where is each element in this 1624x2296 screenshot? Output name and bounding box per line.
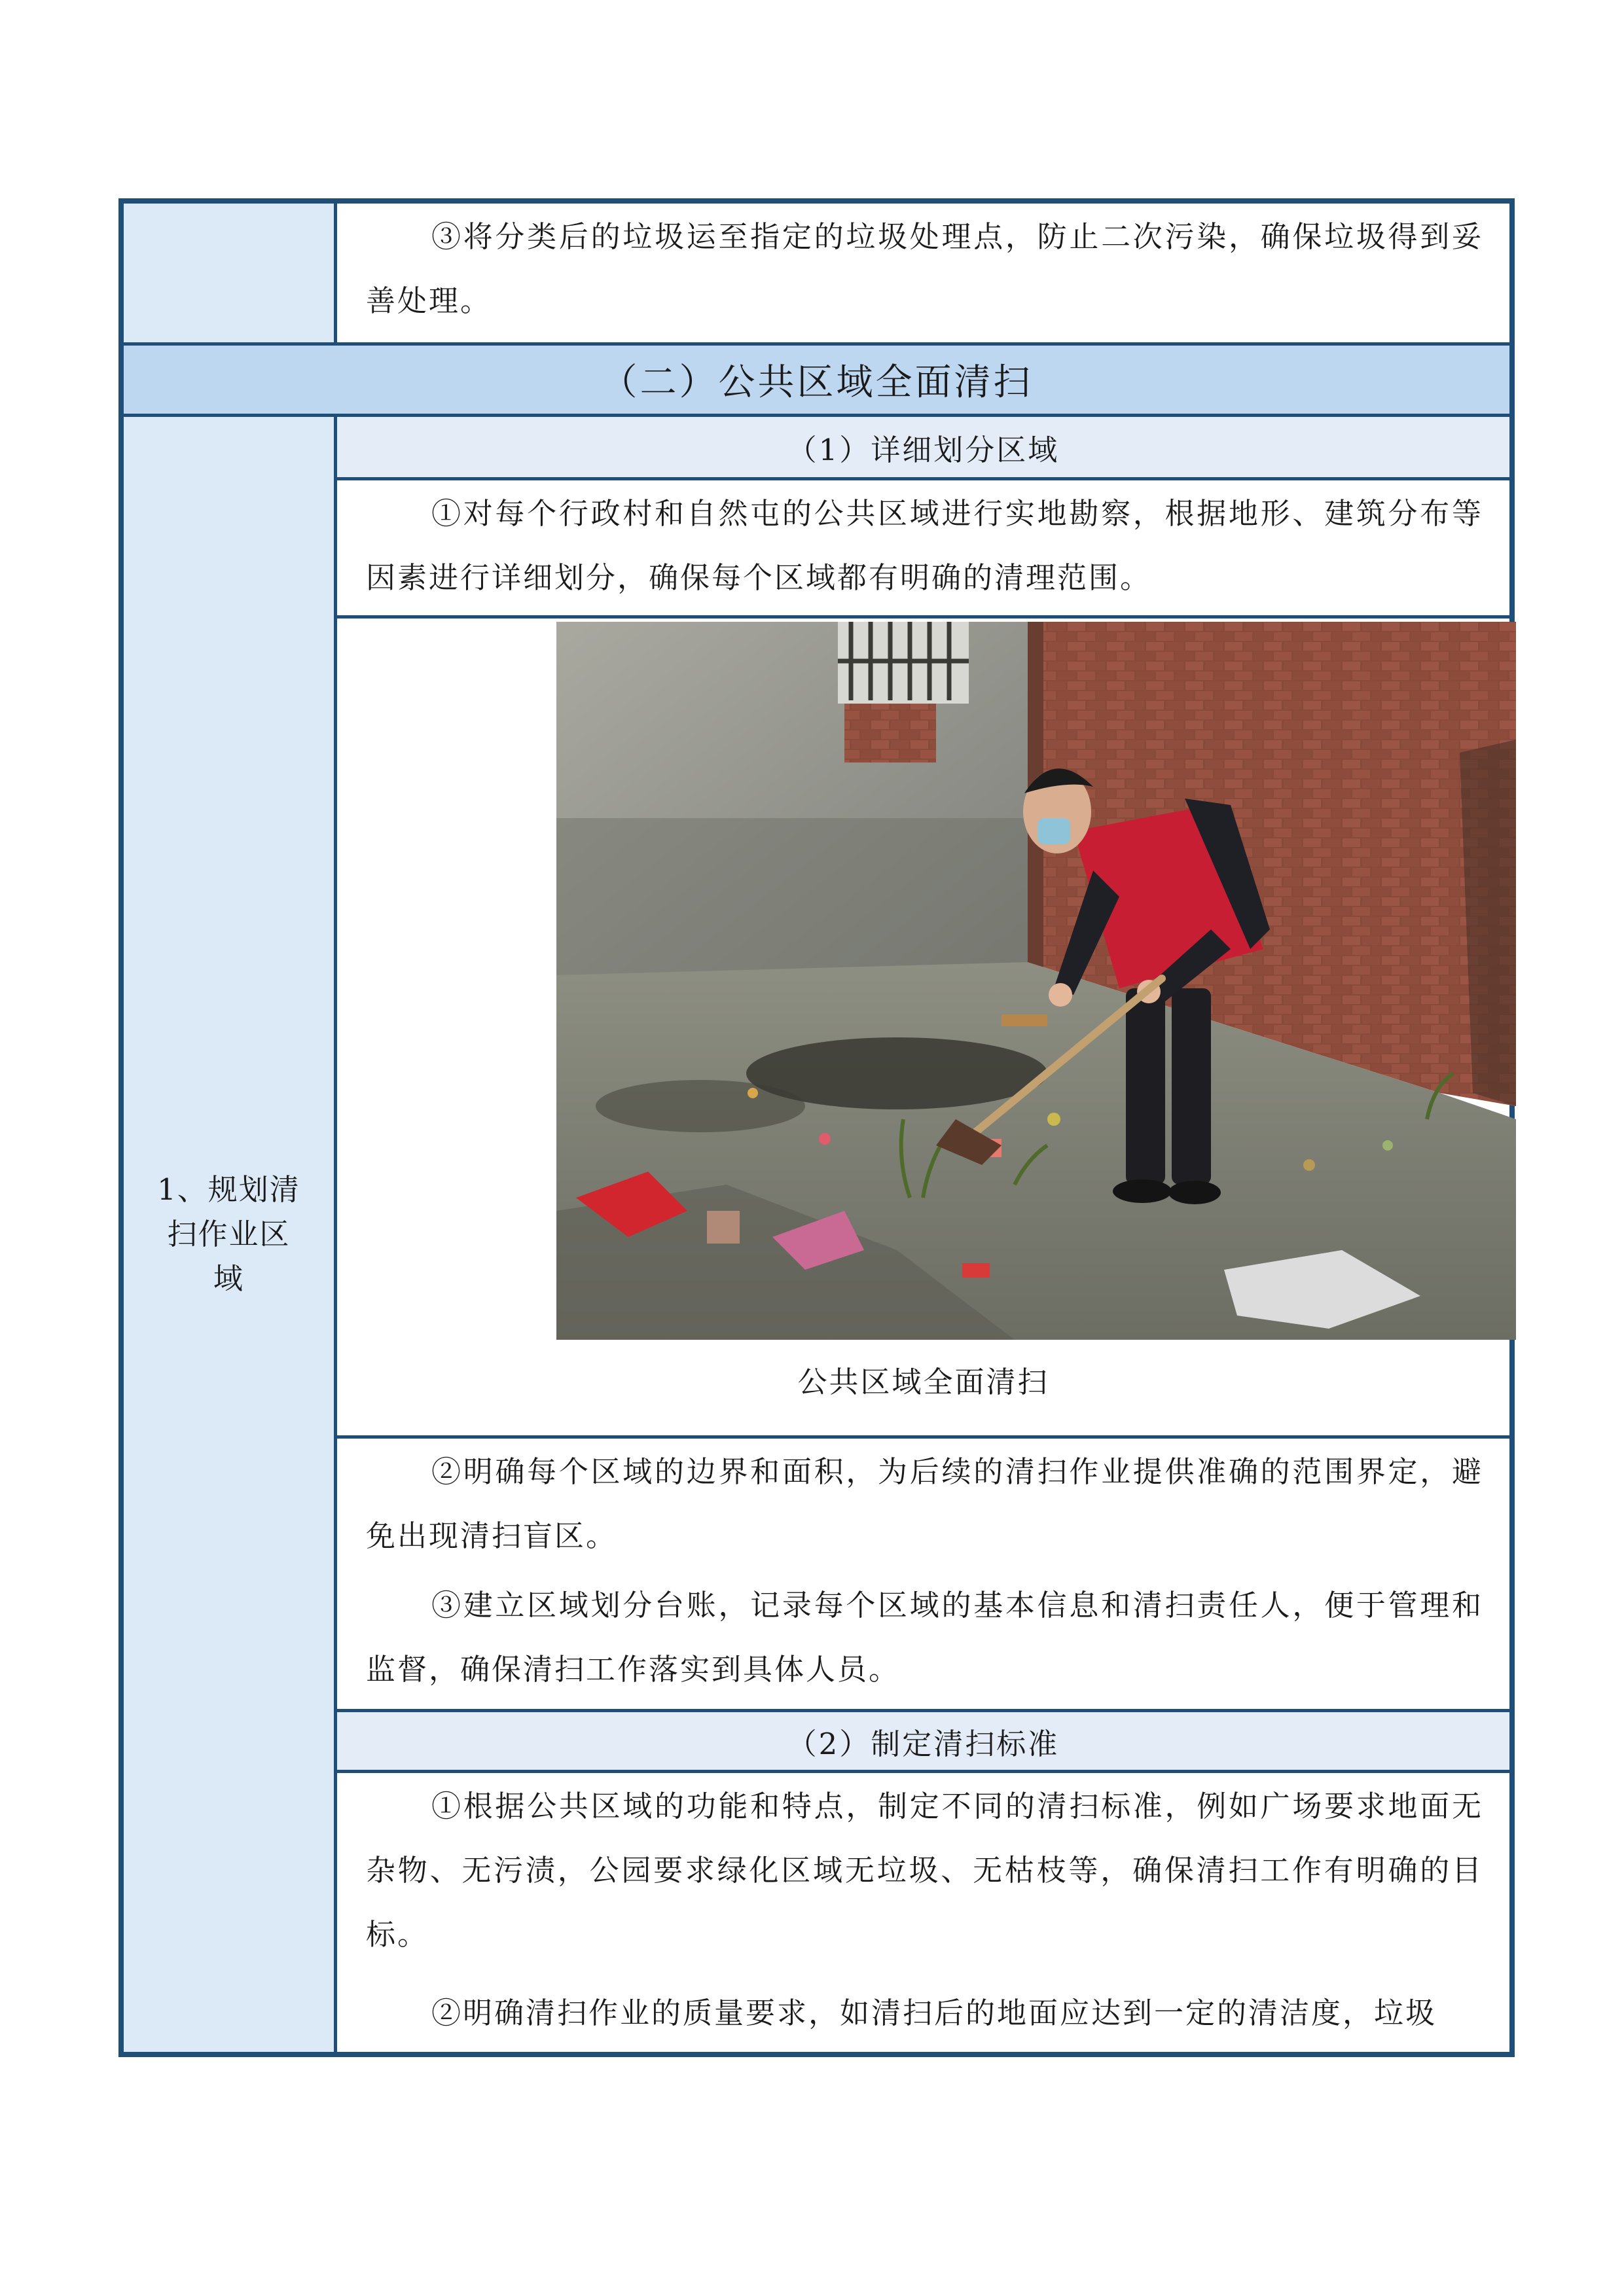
paragraph: ②明确清扫作业的质量要求，如清扫后的地面应达到一定的清洁度，垃圾 [431,1996,1437,2030]
left-label-cell [124,417,334,2052]
paragraph: ③将分类后的垃圾运至指定的垃圾处理点，防止二次污染，确保垃圾得到妥善处理。 [366,219,1483,318]
paragraph: ③建立区域划分台账，记录每个区域的基本信息和清扫责任人，便于管理和监督，确保清扫工作落实到具体人员。 [366,1588,1483,1687]
column-divider [334,417,337,2052]
cleaning-photo-illustration [556,622,1516,1340]
table-row-cell [337,480,1509,615]
paragraph: ①根据公共区域的功能和特点，制定不同的清扫标准，例如广场要求地面无杂物、无污渍，公园要求绿化区域无垃圾、无枯枝等，确保清扫工作有明确的目标。 [366,1789,1483,1952]
row-label: 1、规划清扫作业区域 [157,1172,300,1296]
photo-caption: 公共区域全面清扫 [797,1365,1049,1399]
table-row-cell [337,204,1509,342]
table-left-cell-top [124,204,334,342]
subheading: （1）详细划分区域 [337,417,1509,477]
section-title: （二）公共区域全面清扫 [124,346,1509,414]
paragraph: ①对每个行政村和自然屯的公共区域进行实地勘察，根据地形、建筑分布等因素进行详细划分，确保每个区域都有明确的清理范围。 [366,496,1483,595]
photo-cell [337,619,1509,1435]
photo [556,622,1516,1340]
column-divider [334,204,337,346]
table-row-cell [337,1439,1509,1709]
subheading: （2）制定清扫标准 [337,1712,1509,1770]
paragraph: ②明确每个区域的边界和面积，为后续的清扫作业提供准确的范围界定，避免出现清扫盲区。 [366,1454,1483,1553]
content-table [118,198,1515,2057]
table-row-cell [337,1773,1509,2052]
